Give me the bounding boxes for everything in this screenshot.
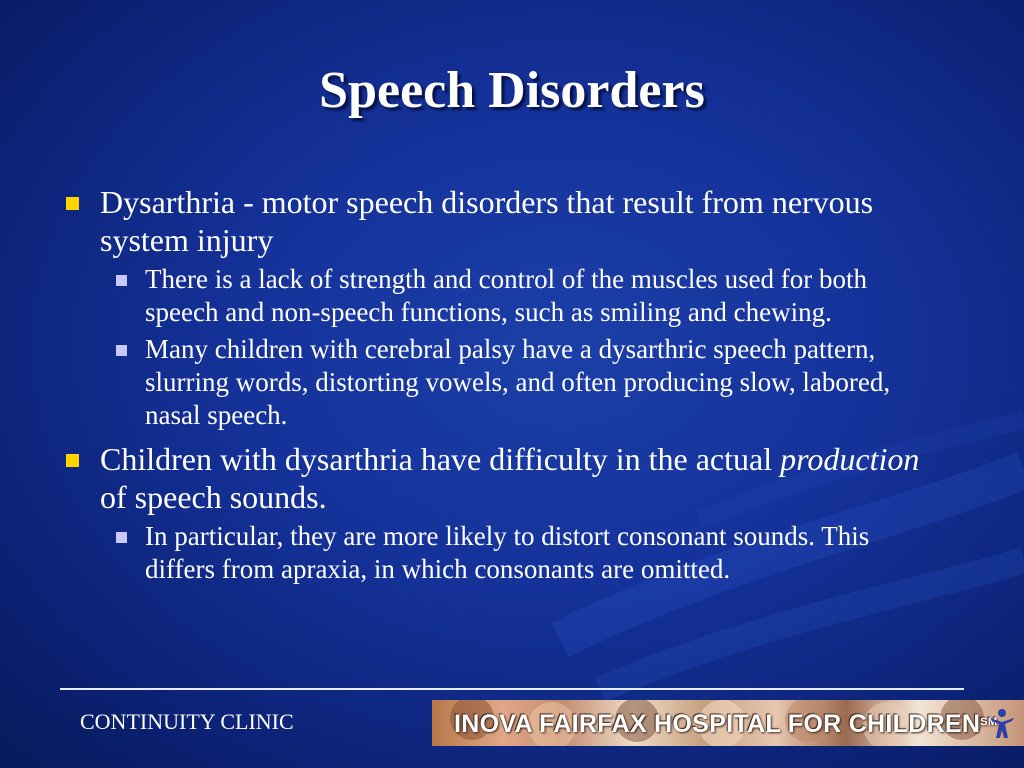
yellow-square-icon (66, 197, 79, 210)
lavender-square-icon (116, 345, 127, 356)
yellow-square-icon (66, 454, 79, 467)
bullet-text: Dysarthria - motor speech disorders that result from nervous system injury (100, 184, 874, 258)
sub-bullet-cerebral-palsy (100, 333, 940, 432)
sub-bullet-text: There is a lack of strength and control of the muscles used for both speech and non-speech functions, such as smiling and chewing. (145, 264, 868, 327)
lavender-square-icon (116, 275, 127, 286)
footer-divider (60, 688, 964, 690)
bullet-dysarthria (60, 183, 940, 259)
sub-bullet-consonants (100, 520, 940, 586)
footer-clinic-name: CONTINUITY CLINIC (80, 709, 294, 734)
slide-title: Speech Disorders (319, 62, 705, 119)
child-figure-icon (988, 708, 1016, 740)
bullet-text-italic: production (780, 441, 920, 477)
bullet-group-production (60, 440, 940, 586)
sub-bullet-text: In particular, they are more likely to distort consonant sounds. This differs from apraxia, in which consonants are omitted. (145, 521, 870, 584)
bullet-text-before: Children with dysarthria have difficulty in the actual (100, 441, 773, 477)
hospital-logo-text: INOVA FAIRFAX HOSPITAL FOR CHILDREN℠ (454, 710, 998, 738)
slide-content (60, 183, 940, 594)
bullet-group-dysarthria (60, 183, 940, 432)
sub-bullet-muscles (100, 263, 940, 329)
hospital-logo-banner (432, 700, 1024, 746)
bullet-text-after: of speech sounds. (100, 479, 327, 515)
lavender-square-icon (116, 532, 127, 543)
bullet-production (60, 440, 940, 516)
sub-bullet-text: Many children with cerebral palsy have a dysarthric speech pattern, slurring words, distorting vowels, and often producing slow, labored, nasal speech. (145, 334, 891, 430)
service-mark: SM (980, 716, 998, 728)
